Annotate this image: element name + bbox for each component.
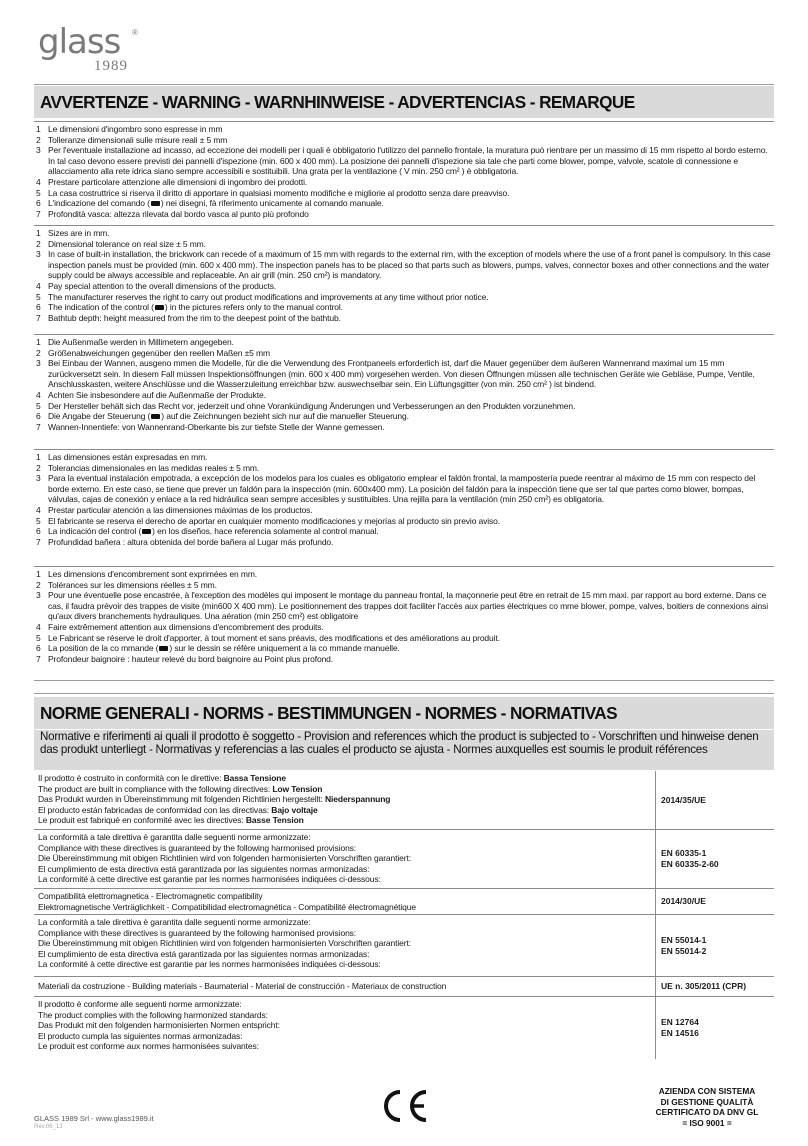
- list-item: 3 In case of built-in installation, the brickwork can recede of a maximum of 15 mm with regards to the external rim, with the exception of models where the use of a front panel is compulsory. In this case inspection panels must be provided (min. 600 x 400 mm). The inspection panels has to be placed so that parts such as blowers, pumps, valves, connector boxes and other connections and the water supply could be always accessible and replaceable. An air grill (min. 250 cm²) is mandatory.: [36, 249, 771, 281]
- norm-description: Il prodotto è costruito in conformità con le direttive: Bassa Tensione The product are built in compliance with the following directives: Low Tension Das Produkt wurden in Übereinstimmung mit folgenden Richtlinien hergestellt: Niederspannung El producto están fabricadas de conformidad con las directivas: Bajo voltaje Le produit est fabriqué en conformité avec les directives: Basse Tension: [34, 771, 656, 829]
- list-item: 5 El fabricante se reserva el derecho de aportar en cualquier momento modificaciones y mejorías al producto sin previo aviso.: [36, 515, 501, 526]
- list-item: 5 The manufacturer reserves the right to carry out product modifications and improvements at any time without prior notice.: [36, 291, 489, 302]
- ce-mark-icon: [378, 1086, 430, 1126]
- table-row: [34, 915, 774, 977]
- norm-code: EN 12764 EN 14516: [661, 1017, 699, 1038]
- list-item: 6 L'indicazione del comando ( ) nei disegni, fà riferimento unicamente al comando manuale.: [36, 198, 384, 209]
- list-item: 1 Las dimensiones están expresadas en mm.: [36, 452, 208, 462]
- list-item: 1 Les dimensions d'encombrement sont exprimées en mm.: [36, 569, 258, 579]
- warnings-italian: [34, 121, 774, 219]
- list-item: 4 Prestar particular atención a las dimensiones máximas de los productos.: [36, 504, 313, 515]
- norms-top-divider: [34, 693, 774, 694]
- list-item: 3 Per l'eventuale installazione ad incasso, ad eccezione dei modelli per i quali è obbligatorio l'utilizzo del pannello frontale, la muratura può rientrare per un massimo di 15 mm rispetto al bordo esterno. In tal caso devono essere previsti dei pannelli d'ispezione (min. 600 x 400 mm). La posizione dei pannelli d'ispezione sia tale che parti come blower, pompe, valvole, scatole di connessione e allacciamento alla rete idrica siano sempre accessibili e sostituibili. Una grata per la ventilazione ( V min. 250 cm² ) è obbligatoria.: [36, 145, 768, 177]
- control-icon: [151, 201, 160, 206]
- warnings-end-divider: [34, 680, 774, 681]
- logo-wordmark: glass: [38, 22, 121, 62]
- list-item: 7 Bathtub depth: height measured from the rim to the deepest point of the bathtub.: [36, 312, 341, 323]
- list-item: 1 Sizes are in mm.: [36, 228, 110, 238]
- control-icon: [159, 646, 168, 651]
- list-item: 7 Profondità vasca: altezza rilevata dal bordo vasca al punto più profondo: [36, 208, 309, 219]
- norm-code: 2014/35/UE: [661, 794, 706, 805]
- list-item: 4 Prestare particolare attenzione alle dimensioni di ingombro dei prodotti.: [36, 176, 308, 187]
- list-item: 5 La casa costruttrice si riserva il diritto di apportare in qualsiasi momento modifiche e migliorie al prodotto senza dare preavviso.: [36, 187, 510, 198]
- norm-description: Il prodotto è conforme alle seguenti norme armonizzate: The product complies with the following harmonized standards: Das Produkt mit den folgenden harmonisierten Normen entspricht: El producto cumpla las siguientes normas armonizadas: Le produit est conforme aux normes harmonisées suivantes:: [34, 997, 656, 1059]
- table-row: [34, 830, 774, 889]
- norm-code: EN 60335-1 EN 60335-2-60: [661, 848, 719, 869]
- norm-description: La conformità a tale direttiva è garantita dalle seguenti norme armonizzate: Compliance with these directives is guaranteed by the following harmonised provisions: Die Übereinstimmung mit obigen Richtlinien wird von folgenden harmonisierten Vorschriften garantiert: El cumplimiento de esta directiva está garantizada por las siguientes normas armonizadas: La conformité à cette directive est garantie par les normes harmonisées indiquées ci-dessous:: [34, 915, 656, 976]
- list-item: 2 Tolleranze dimensionali sulle misure reali ± 5 mm: [36, 134, 228, 145]
- footer-revision: Rev.06_13: [34, 1124, 63, 1130]
- norm-description: Materiali da costruzione - Building materials - Baumaterial - Material de construcción - Materiaux de construction: [34, 977, 656, 996]
- list-item: 3 Bei Einbau der Wannen, ausgeno mmen die Modelle, für die die Verwendung des Frontpaneels erforderlich ist, darf die Mauer gegenüber dem äußeren Wannenrand maximal um 15 mm zurückversetzt sein. In diesem Fall müssen Inspektionsöffnungen (min. 600 x 400 mm) vorgesehen werden. Von diesen Öffnungen müssen alle technischen Geräte wie Gebläse, Pumpe, Ventile, Anschlusskasten, weitere Anschlüsse und die Wasserzuleitung erreichbar bzw. auswechselbar sein. Ein Lüftungsgitter (von min. 250 cm² ) ist bindend.: [36, 358, 755, 390]
- norm-description: La conformità a tale direttiva è garantita dalle seguenti norme armonizzate: Compliance with these directives is guaranteed by the following harmonised provisions: Die Übereinstimmung mit obigen Richtlinien wird von folgenden harmonisierten Vorschriften garantiert: El cumplimiento de esta directiva está garantizada por las siguientes normas armonizadas: La conformité à cette directive est garantie par les normes harmonisées indiquées ci-dessous:: [34, 830, 656, 888]
- list-item: 4 Achten Sie insbesondere auf die Außenmaße der Produkte.: [36, 389, 266, 400]
- warnings-english: [34, 225, 774, 323]
- logo-registered-mark: ®: [132, 28, 138, 37]
- list-item: 7 Wannen-Innentiefe: von Wannenrand-Oberkante bis zur tiefste Stelle der Wanne gemessen.: [36, 421, 385, 432]
- norms-table: [34, 771, 774, 1059]
- table-row: [34, 889, 774, 915]
- warnings-french: [34, 566, 774, 664]
- header-divider: [34, 84, 774, 85]
- list-item: 4 Pay special attention to the overall dimensions of the products.: [36, 280, 277, 291]
- list-item: 5 Der Hersteller behält sich das Recht vor, jederzeit und ohne Vorankündigung Änderungen und Verbesserungen an den Produkten vorzunehmen.: [36, 400, 576, 411]
- norm-code: 2014/30/UE: [661, 896, 706, 907]
- list-item: 7 Profondeur baignoire : hauteur relevé du bord baignoire au Point plus profond.: [36, 653, 334, 664]
- table-row: [34, 771, 774, 830]
- list-item: 6 La position de la co mmande ( ) sur le dessin se réfère uniquement a la co mmande manuelle.: [36, 643, 400, 654]
- list-item: 2 Größenabweichungen gegenüber den reellen Maßen ±5 mm: [36, 347, 270, 358]
- list-item: 2 Tolerancias dimensionales en las medidas reales ± 5 mm.: [36, 462, 260, 473]
- company-logo: [38, 22, 148, 74]
- list-item: 6 La indicación del control ( ) en los diseños, hace referencia solamente al control manual.: [36, 526, 379, 537]
- list-item: 2 Dimensional tolerance on real size ± 5 mm.: [36, 238, 206, 249]
- list-item: 6 Die Angabe der Steuerung ( ) auf die Zeichnungen bezieht sich nur auf die manueller Steuerung.: [36, 411, 409, 422]
- list-item: 3 Para la eventual instalación empotrada, a excepción de los modelos para los cuales es obligatorio emplear el faldón frontal, la mampostería puede reentrar al máximo de 15 mm con respecto del borde externo. En este caso, se tiene que prever un faldón para la inspección (min. 600x400 mm). La posición del faldón para la inspección tiene que ser tal que partes como blower, bompas, válvulas, cajas de conexión y enlace a la red hidráulica sean sempre accesibles y sustituibles. Una rejilla para la ventilación (min 250 cm²) es obligatoria.: [36, 473, 756, 505]
- list-item: 5 Le Fabricant se réserve le droit d'apporter, à tout moment et sans préavis, des modifications et des améliorations au produit.: [36, 632, 500, 643]
- warnings-spanish: [34, 449, 774, 547]
- norms-title: NORME GENERALI - NORMS - BESTIMMUNGEN - NORMES - NORMATIVAS: [34, 697, 774, 729]
- logo-year: 1989: [94, 58, 128, 74]
- footer-company: GLASS 1989 Srl - www.glass1989.it: [34, 1114, 154, 1123]
- table-row: [34, 977, 774, 997]
- norm-code: EN 55014-1 EN 55014-2: [661, 934, 707, 956]
- list-item: 6 The indication of the control ( ) in the pictures refers only to the manual control.: [36, 302, 343, 313]
- norm-description: Compatibilità elettromagnetica - Electromagnetic compatibility Elektromagnetische Verträglichkeit - Compatibilidad electromagnética - Compatibilité électromagnétique: [34, 889, 656, 914]
- warnings-title: AVVERTENZE - WARNING - WARNHINWEISE - ADVERTENCIAS - REMARQUE: [34, 86, 774, 118]
- list-item: 1 Die Außenmaße werden in Millimetern angegeben.: [36, 337, 234, 347]
- control-icon: [155, 305, 164, 310]
- list-item: 2 Tolérances sur les dimensions réelles ± 5 mm.: [36, 579, 217, 590]
- quality-certification: AZIENDA CON SISTEMA DI GESTIONE QUALITÀ CERTIFICATO DA DNV GL = ISO 9001 =: [655, 1086, 759, 1128]
- norms-intro: Normative e riferimenti ai quali il prodotto è soggetto - Provision and references which the product is subjected to - Vorschriften und hinweise denen das produkt unterliegt - Normativas y referencias a las cuales el producto se ajusta - Normes auxquelles est soumis le produit références: [34, 730, 774, 770]
- list-item: 3 Pour une éventuelle pose encastrée, à l'exception des modèles qui imposent le montage du panneau frontal, la maçonnerie peut être en retrait de 15 mm maxi. par rapport au bord externe. Dans ce cas, il faudra prévoir des trappes de visite (min600 X 400 mm). Le positionnement des trappes doit faciliter l'accès aux parties électriques co mme blower, pompe, valves, boitiers de connexions ainsi qu'aux divers branchements hydrauliques. Una aération (min 250 cm²) est obligatoire: [36, 590, 768, 622]
- list-item: 7 Profundidad bañera : altura obtenida del borde bañera al Lugar más profundo.: [36, 536, 334, 547]
- warnings-german: [34, 334, 774, 432]
- list-item: 4 Faire extrêmement attention aux dimensions d'encombrement des produits.: [36, 621, 324, 632]
- table-row: [34, 997, 774, 1059]
- control-icon: [151, 414, 160, 419]
- control-icon: [142, 529, 151, 534]
- norm-code: UE n. 305/2011 (CPR): [661, 981, 747, 992]
- list-item: 1 Le dimensioni d'ingombro sono espresse in mm: [36, 124, 223, 134]
